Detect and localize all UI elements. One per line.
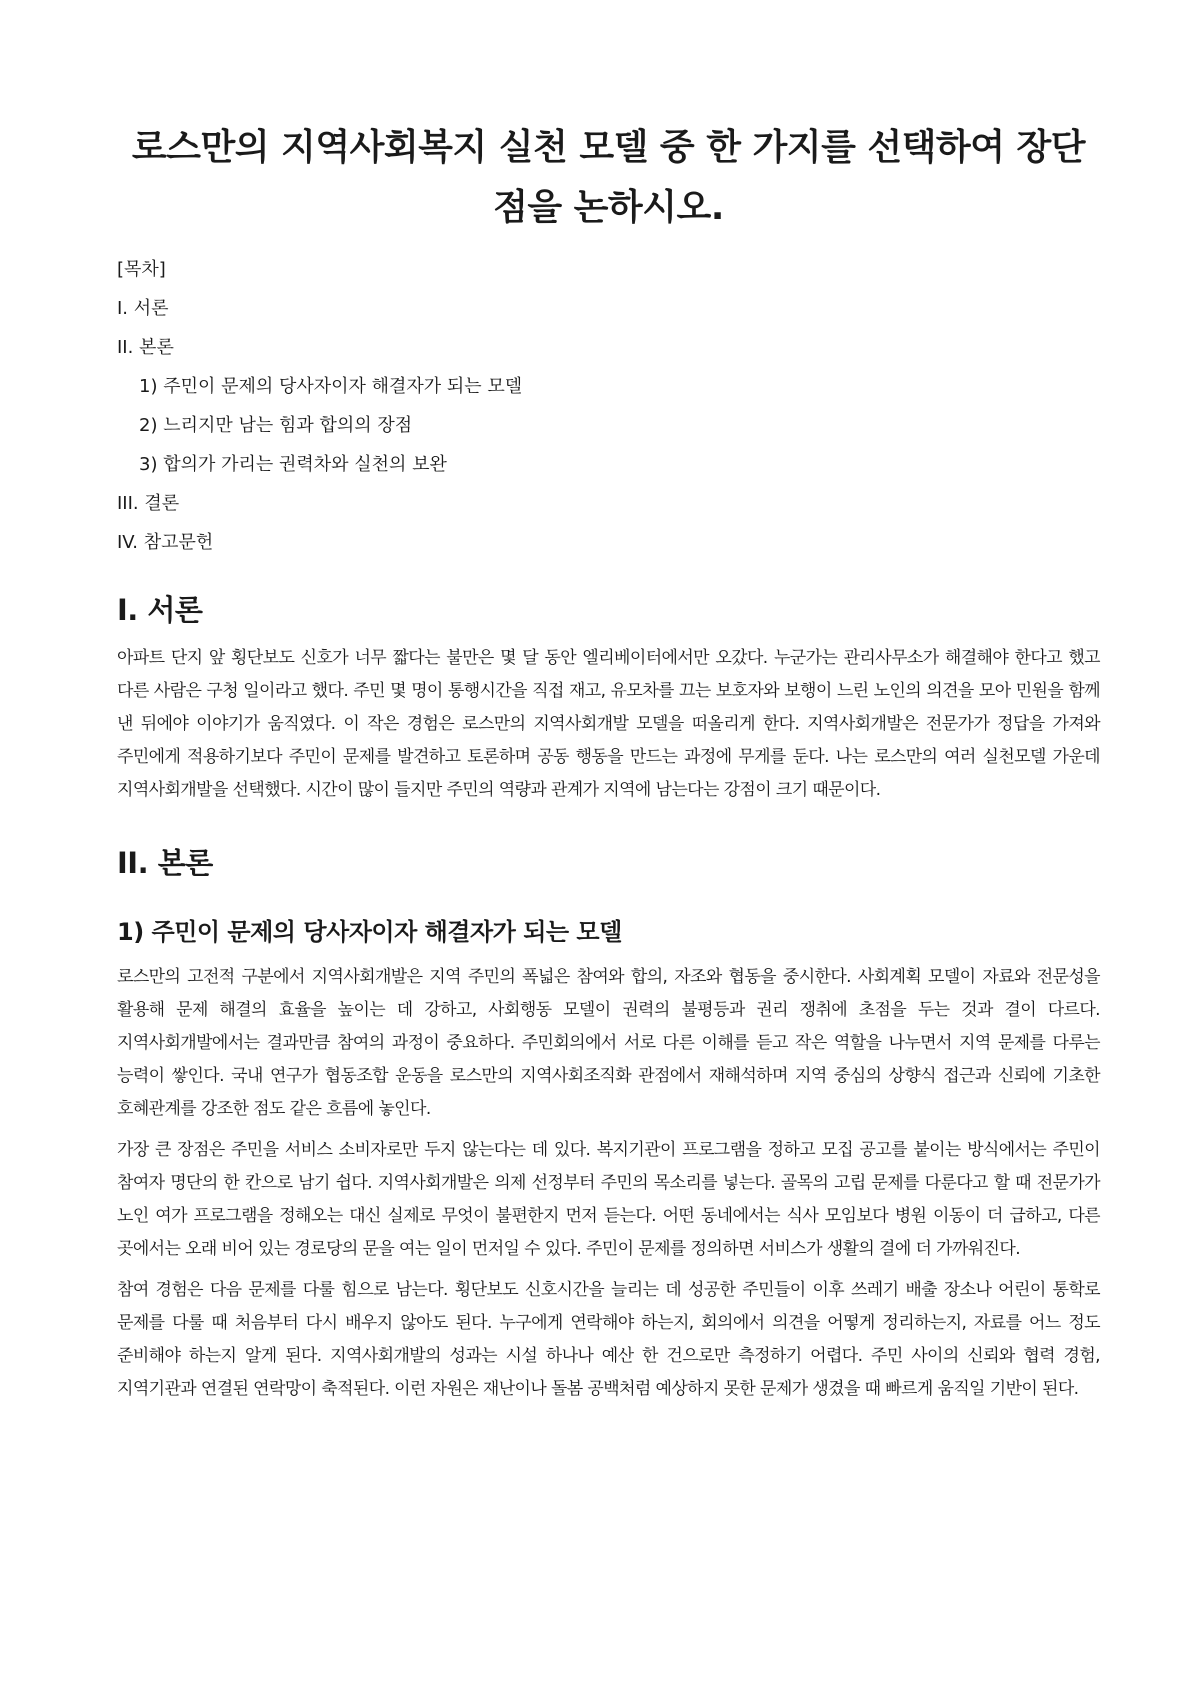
section-heading-body: II. 본론 xyxy=(117,846,213,880)
toc-subitem: 1) 주민이 문제의 당사자이자 해결자가 되는 모델 xyxy=(139,376,523,397)
toc-item: I. 서론 xyxy=(117,298,169,319)
toc-item: II. 본론 xyxy=(117,337,174,358)
body-paragraph: 참여 경험은 다음 문제를 다룰 힘으로 남는다. 횡단보도 신호시간을 늘리는 데 성공한 주민들이 이후 쓰레기 배출 장소나 어린이 통학로 문제를 다룰 때 처음부터 다시 배우지 않아도 된다. 누구에게 연락해야 하는지, 회의에서 의견을 어떻게 정리하는지, 자료를 어느 정도 준비해야 하는지 알게 된다. 지역사회개발의 성과는 시설 하나나 예산 한 건으로만 측정하기 어렵다. 주민 사이의 신뢰와 협력 경험, 지역기관과 연결된 연락망이 축적된다. 이런 자원은 재난이나 돌봄 공백처럼 예상하지 못한 문제가 생겼을 때 빠르게 움직일 기반이 된다. xyxy=(117,1280,1100,1399)
intro-paragraph: 아파트 단지 앞 횡단보도 신호가 너무 짧다는 불만은 몇 달 동안 엘리베이터에서만 오갔다. 누군가는 관리사무소가 해결해야 한다고 했고 다른 사람은 구청 일이라고 했다. 주민 몇 명이 통행시간을 직접 재고, 유모차를 끄는 보호자와 보행이 느린 노인의 의견을 모아 민원을 함께 낸 뒤에야 이야기가 움직였다. 이 작은 경험은 로스만의 지역사회개발 모델을 떠올리게 한다. 지역사회개발은 전문가가 정답을 가져와 주민에게 적용하기보다 주민이 문제를 발견하고 토론하며 공동 행동을 만드는 과정에 무게를 둔다. 나는 로스만의 여러 실천모델 가운데 지역사회개발을 선택했다. 시간이 많이 들지만 주민의 역량과 관계가 지역에 남는다는 강점이 크기 때문이다. xyxy=(117,648,1100,800)
toc-subitem: 3) 합의가 가리는 권력차와 실천의 보완 xyxy=(139,454,447,475)
table-of-contents xyxy=(117,250,1100,562)
body-paragraph: 로스만의 고전적 구분에서 지역사회개발은 지역 주민의 폭넓은 참여와 합의, 자조와 협동을 중시한다. 사회계획 모델이 자료와 전문성을 활용해 문제 해결의 효율을 높이는 데 강하고, 사회행동 모델이 권력의 불평등과 권리 쟁취에 초점을 두는 것과 결이 다르다. 지역사회개발에서는 결과만큼 참여의 과정이 중요하다. 주민회의에서 서로 다른 이해를 듣고 작은 역할을 나누면서 지역 문제를 다루는 능력이 쌓인다. 국내 연구가 협동조합 운동을 로스만의 지역사회조직화 관점에서 재해석하며 지역 중심의 상향식 접근과 신뢰에 기초한 호혜관계를 강조한 점도 같은 흐름에 놓인다. xyxy=(117,967,1100,1119)
document-page xyxy=(117,118,1100,1414)
toc-heading: [목차] xyxy=(117,259,166,280)
document-title: 로스만의 지역사회복지 실천 모델 중 한 가지를 선택하여 장단점을 논하시오. xyxy=(131,127,1086,228)
toc-item: IV. 참고문헌 xyxy=(117,532,214,553)
toc-subitem: 2) 느리지만 남는 힘과 합의의 장점 xyxy=(139,415,413,436)
subsection-heading-1: 1) 주민이 문제의 당사자이자 해결자가 되는 모델 xyxy=(117,918,622,946)
section-heading-intro: I. 서론 xyxy=(117,593,203,627)
body-paragraph: 가장 큰 장점은 주민을 서비스 소비자로만 두지 않는다는 데 있다. 복지기관이 프로그램을 정하고 모집 공고를 붙이는 방식에서는 주민이 참여자 명단의 한 칸으로 남기 쉽다. 지역사회개발은 의제 선정부터 주민의 목소리를 넣는다. 골목의 고립 문제를 다룬다고 할 때 전문가가 노인 여가 프로그램을 정해오는 대신 실제로 무엇이 불편한지 먼저 듣는다. 어떤 동네에서는 식사 모임보다 병원 이동이 더 급하고, 다른 곳에서는 오래 비어 있는 경로당의 문을 여는 일이 먼저일 수 있다. 주민이 문제를 정의하면 서비스가 생활의 결에 더 가까워진다. xyxy=(117,1140,1100,1259)
toc-item: III. 결론 xyxy=(117,493,180,514)
